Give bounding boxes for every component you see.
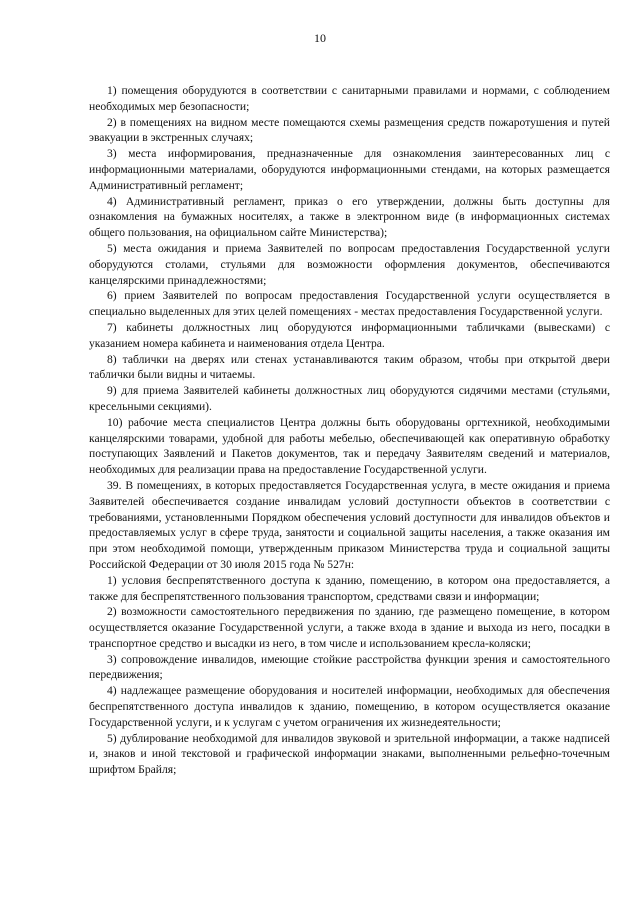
paragraph-item-7: 7) кабинеты должностных лиц оборудуются информационными табличками (вывесками) с указанием номера кабинета и наименования отдела Центра.	[89, 320, 610, 350]
paragraph-item-3: 3) места информирования, предназначенные для ознакомления заинтересованных лиц с информационными материалами, оборудуются информационными стендами, на которых размещается Административный регламент;	[89, 147, 610, 192]
paragraph-item-8: 8) таблички на дверях или стенах устанавливаются таким образом, чтобы при открытой двери таблички были видны и читаемы.	[89, 352, 610, 382]
paragraph-clause-39-item-3: 3) сопровождение инвалидов, имеющие стойкие расстройства функции зрения и самостоятельного передвижения;	[89, 652, 610, 682]
paragraph-item-5: 5) места ожидания и приема Заявителей по вопросам предоставления Государственной услуги оборудуются столами, стульями для возможности оформления документов, обеспечиваются канцелярскими принадлежностями;	[89, 241, 610, 287]
paragraph-clause-39-item-4: 4) надлежащее размещение оборудования и носителей информации, необходимых для обеспечения беспрепятственного доступа инвалидов к зданию, помещению, в котором осуществляется оказание Государственной услуги, и к услугам с учетом ограничения их жизнедеятельности;	[89, 684, 610, 729]
document-body	[89, 83, 610, 778]
paragraph-clause-39-item-1: 1) условия беспрепятственного доступа к зданию, помещению, в котором она предоставляется, а также для беспрепятственного пользования транспортом, средствами связи и информации;	[89, 573, 610, 603]
paragraph-clause-39: 39. В помещениях, в которых предоставляется Государственная услуга, в месте ожидания и приема Заявителей обеспечивается создание инвалидам условий доступности объектов в соответствии с требованиями, установленными Порядком обеспечения условий доступности для инвалидов объектов и предоставляемых услуг в сфере труда, занятости и социальной защиты населения, а также оказания им при этом необходимой помощи, утвержденным приказом Министерства труда и социальной защиты Российской Федерации от 30 июля 2015 года № 527н:	[89, 478, 610, 571]
page-number: 10	[314, 31, 326, 45]
paragraph-clause-39-item-5: 5) дублирование необходимой для инвалидов звуковой и зрительной информации, а также надписей и, знаков и иной текстовой и графической информации знаками, выполненными рельефно-точечным шрифтом Брайля;	[89, 731, 610, 777]
paragraph-item-9: 9) для приема Заявителей кабинеты должностных лиц оборудуются сидячими местами (стульями, кресельными секциями).	[89, 384, 610, 413]
paragraph-item-2: 2) в помещениях на видном месте помещаются схемы размещения средств пожаротушения и путей эвакуации в экстренных случаях;	[89, 115, 610, 145]
paragraph-item-6: 6) прием Заявителей по вопросам предоставления Государственной услуги осуществляется в специально выделенных для этих целей помещениях - местах предоставления Государственной услуги.	[89, 289, 610, 319]
paragraph-item-10: 10) рабочие места специалистов Центра должны быть оборудованы оргтехникой, необходимыми канцелярскими товарами, удобной для работы мебелью, обеспечивающей как оперативную обработку поступающих Заявлений и Пакетов документов, так и передачу Заявителям сведений и материалов, необходимых для реализации права на предоставление Государственной услуги.	[89, 415, 610, 477]
paragraph-item-1: 1) помещения оборудуются в соответствии с санитарными правилами и нормами, с соблюдением необходимых мер безопасности;	[89, 84, 610, 113]
paragraph-item-4: 4) Административный регламент, приказ о его утверждении, должны быть доступны для ознакомления на бумажных носителях, а также в электронном виде (в информационных системах общего пользования, на официальном сайте Министерства);	[89, 194, 610, 240]
paragraph-clause-39-item-2: 2) возможности самостоятельного передвижения по зданию, где размещено помещение, в котором осуществляется оказание Государственной услуги, а также входа в здание и выхода из него, посадки в транспортное средство и высадки из него, в том числе и использованием кресла-коляски;	[89, 605, 610, 650]
